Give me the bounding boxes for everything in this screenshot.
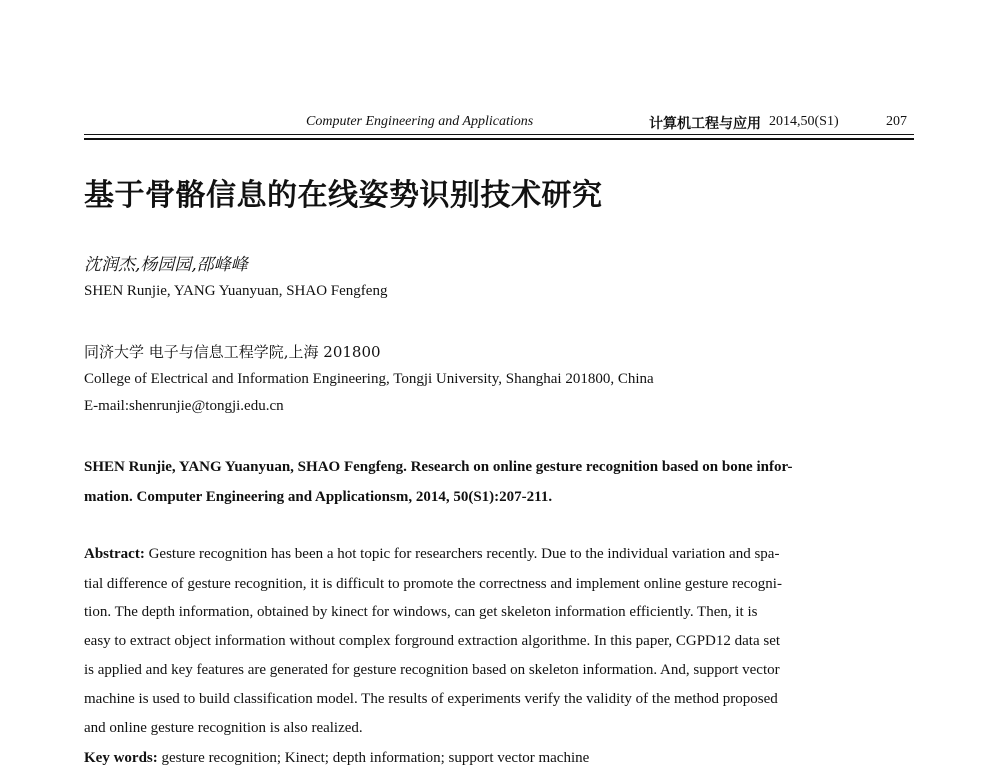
abstract-line: easy to extract object information without complex forground extraction algorithme. In this paper, CGPD12 data set	[84, 633, 781, 649]
authors-en: SHEN Runjie, YANG Yuanyuan, SHAO Fengfeng	[84, 283, 388, 299]
affiliation-cn: 同济大学 电子与信息工程学院,上海 201800	[84, 343, 381, 361]
paper-title: 基于骨骼信息的在线姿势识别技术研究	[84, 178, 603, 213]
journal-name-en: Computer Engineering and Applications	[306, 114, 534, 129]
authors-cn: 沈润杰,杨园园,邵峰峰	[84, 255, 248, 275]
running-header	[84, 114, 914, 134]
abstract-line: tial difference of gesture recognition, it is difficult to promote the correctness and implement online gesture recogni-	[84, 576, 782, 592]
journal-name-cn: 计算机工程与应用	[649, 116, 761, 132]
citation-line: SHEN Runjie, YANG Yuanyuan, SHAO Fengfeng. Research on online gesture recognition based on bone infor-	[84, 459, 793, 475]
abstract-line	[84, 546, 779, 563]
abstract-text: Gesture recognition has been a hot topic for researchers recently. Due to the individual variation and spa-	[148, 546, 780, 562]
keywords-text: gesture recognition; Kinect; depth information; support vector machine	[161, 750, 590, 766]
citation-line: mation. Computer Engineering and Applicationsm, 2014, 50(S1):207-211.	[84, 489, 553, 505]
abstract-line: is applied and key features are generated for gesture recognition based on skeleton information. And, support vector	[84, 662, 780, 678]
email: E-mail:shenrunjie@tongji.edu.cn	[84, 398, 284, 414]
keywords-label: Key words:	[84, 750, 158, 766]
page-number: 207	[886, 114, 907, 129]
keywords-line	[84, 750, 589, 767]
abstract-line: and online gesture recognition is also realized.	[84, 720, 363, 736]
abstract-line: tion. The depth information, obtained by kinect for windows, can get skeleton information efficiently. Then, it is	[84, 604, 758, 620]
issue-info: 2014,50(S1)	[769, 114, 839, 129]
affiliation-en: College of Electrical and Information Engineering, Tongji University, Shanghai 201800, China	[84, 371, 654, 387]
abstract-line: machine is used to build classification model. The results of experiments verify the validity of the method proposed	[84, 691, 778, 707]
header-rule-thin	[84, 134, 914, 135]
header-rule-thick	[84, 138, 914, 140]
abstract-label: Abstract:	[84, 546, 145, 562]
